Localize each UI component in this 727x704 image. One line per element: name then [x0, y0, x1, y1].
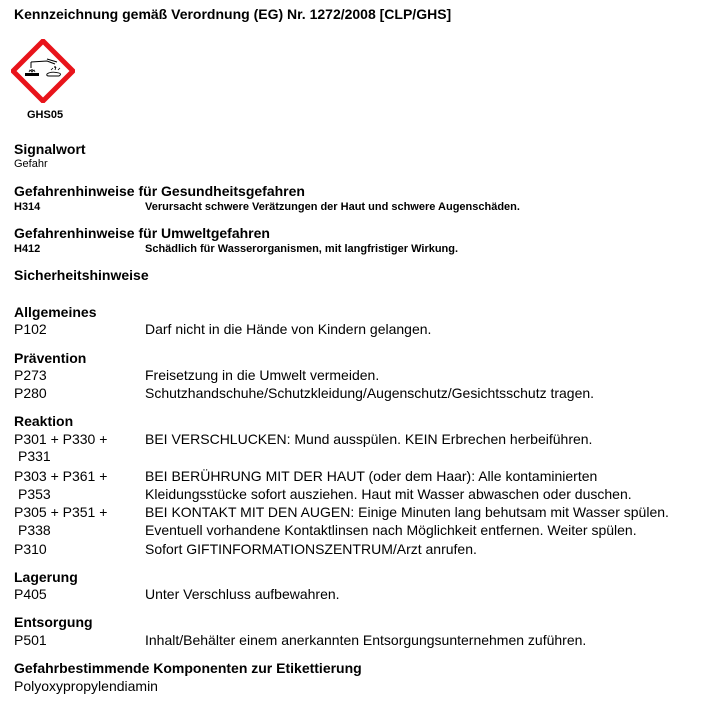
disposal-heading: Entsorgung: [14, 614, 93, 630]
precaution-code: P305 + P351 +: [14, 504, 108, 520]
health-hazards-heading: Gefahrenhinweise für Gesundheitsgefahren: [14, 183, 305, 199]
precaution-code-cont: P338: [18, 522, 51, 538]
hazard-code: H412: [14, 243, 41, 255]
precaution-code: P405: [14, 586, 47, 602]
labelling-components-value: Polyoxypropylendiamin: [14, 678, 158, 694]
storage-heading: Lagerung: [14, 569, 78, 585]
ghs05-corrosion-icon: [11, 39, 75, 103]
precaution-text: Inhalt/Behälter einem anerkannten Entsorgungsunternehmen zuführen.: [145, 632, 587, 648]
prevention-heading: Prävention: [14, 350, 87, 366]
precaution-code: P102: [14, 321, 47, 337]
precaution-text: BEI BERÜHRUNG MIT DER HAUT (oder dem Haar): Alle kontaminierten: [145, 468, 598, 484]
signal-word-heading: Signalwort: [14, 141, 86, 157]
hazard-text: Schädlich für Wasserorganismen, mit langfristiger Wirkung.: [145, 243, 459, 255]
signal-word-value: Gefahr: [14, 158, 48, 170]
precaution-text-cont: Eventuell vorhandene Kontaktlinsen nach Möglichkeit entfernen. Weiter spülen.: [145, 522, 637, 538]
section-title: Kennzeichnung gemäß Verordnung (EG) Nr. 1272/2008 [CLP/GHS]: [14, 6, 452, 22]
general-heading: Allgemeines: [14, 304, 97, 320]
precaution-code-cont: P353: [18, 486, 51, 502]
precaution-code: P501: [14, 632, 47, 648]
precaution-text: BEI KONTAKT MIT DEN AUGEN: Einige Minuten lang behutsam mit Wasser spülen.: [145, 504, 669, 520]
precaution-code-cont: P331: [18, 448, 51, 464]
precautionary-heading: Sicherheitshinweise: [14, 267, 149, 283]
precaution-text: BEI VERSCHLUCKEN: Mund ausspülen. KEIN Erbrechen herbeiführen.: [145, 431, 593, 447]
precaution-text: Schutzhandschuhe/Schutzkleidung/Augenschutz/Gesichtsschutz tragen.: [145, 385, 595, 401]
pictogram-label: GHS05: [27, 109, 64, 121]
hazard-text: Verursacht schwere Verätzungen der Haut und schwere Augenschäden.: [145, 201, 520, 213]
response-heading: Reaktion: [14, 413, 74, 429]
precaution-text: Darf nicht in die Hände von Kindern gelangen.: [145, 321, 432, 337]
precaution-text: Sofort GIFTINFORMATIONSZENTRUM/Arzt anrufen.: [145, 541, 477, 557]
precaution-text: Unter Verschluss aufbewahren.: [145, 586, 340, 602]
precaution-code: P273: [14, 367, 47, 383]
environmental-hazards-heading: Gefahrenhinweise für Umweltgefahren: [14, 225, 270, 241]
precaution-text: Freisetzung in die Umwelt vermeiden.: [145, 367, 380, 383]
precaution-code: P303 + P361 +: [14, 468, 108, 484]
labelling-components-heading: Gefahrbestimmende Komponenten zur Etikettierung: [14, 660, 362, 676]
hazard-code: H314: [14, 201, 41, 213]
precaution-text-cont: Kleidungsstücke sofort ausziehen. Haut mit Wasser abwaschen oder duschen.: [145, 486, 632, 502]
precaution-code: P301 + P330 +: [14, 431, 108, 447]
precaution-code: P310: [14, 541, 47, 557]
precaution-code: P280: [14, 385, 47, 401]
